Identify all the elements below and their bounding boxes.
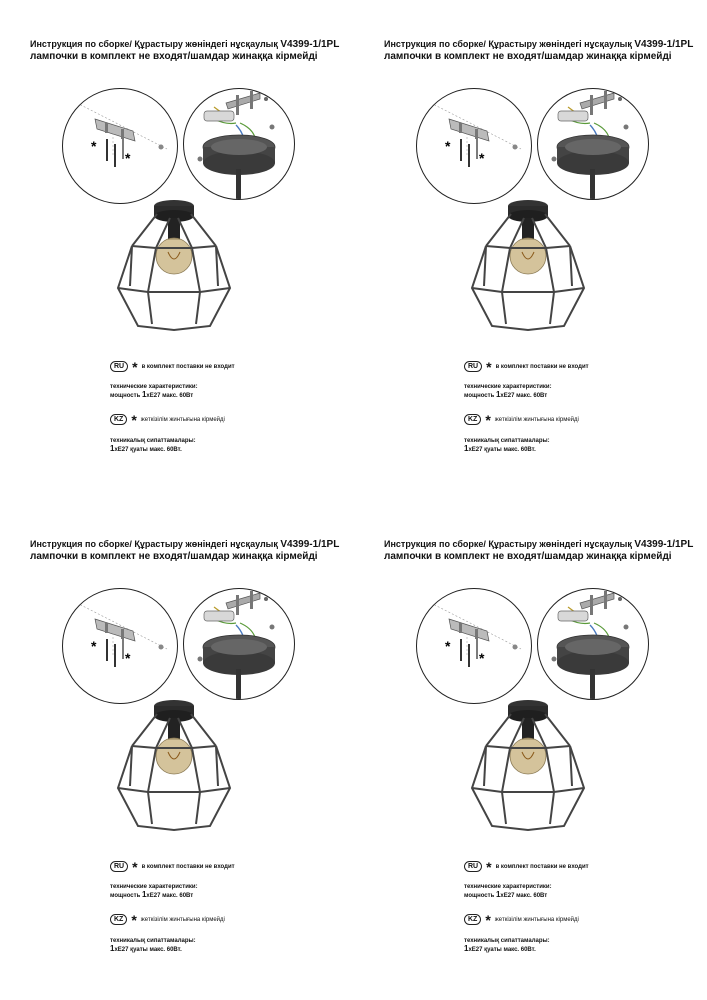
mounting-bracket-diagram: [416, 588, 532, 704]
spec-value-ru: хЕ27 макс. 60Вт: [146, 393, 194, 399]
star-marker: *: [132, 358, 138, 375]
ru-specs: [464, 383, 552, 400]
spec-heading-ru: технические характеристики:: [464, 384, 552, 390]
spec-heading-ru: технические характеристики:: [110, 884, 198, 890]
ru-note-row: [110, 858, 235, 875]
ru-specs: [110, 883, 198, 900]
ru-note: в комплект поставки не входит: [495, 864, 589, 871]
mounting-bracket-diagram: [62, 588, 178, 704]
star-marker: *: [131, 411, 137, 428]
kz-note: жеткізілім жинтығына кірмейді: [494, 417, 579, 424]
star-marker: *: [91, 138, 97, 154]
kz-note-row: [464, 911, 579, 928]
star-marker: *: [486, 858, 492, 875]
star-marker: *: [486, 358, 492, 375]
lamp-illustration: [112, 696, 242, 836]
kz-note-row: [110, 911, 225, 928]
kz-specs: [110, 937, 196, 954]
model-number: V4399-1/1PL: [634, 539, 694, 550]
instruction-title: [30, 538, 340, 563]
instruction-panel: [0, 500, 353, 1000]
lamp-illustration: [466, 696, 596, 836]
spec-qty-kz: 1: [464, 944, 469, 953]
title-line-2: лампочки в комплект не входят/шамдар жинаққа кірмейді: [30, 51, 318, 62]
title-line-2: лампочки в комплект не входят/шамдар жинаққа кірмейді: [30, 551, 318, 562]
ru-note: в комплект поставки не входит: [495, 364, 589, 371]
title-line-2: лампочки в комплект не входят/шамдар жинаққа кірмейді: [384, 51, 672, 62]
instruction-panel: [0, 0, 353, 500]
ru-badge: RU: [110, 861, 128, 872]
spec-qty-kz: 1: [110, 944, 115, 953]
instruction-title: [384, 538, 694, 563]
ru-badge: RU: [110, 361, 128, 372]
title-line-1: Инструкция по сборке/ Құрастыру жөніндегі нұсқаулық: [30, 539, 278, 549]
lamp-illustration: [466, 196, 596, 336]
model-number: V4399-1/1PL: [280, 39, 340, 50]
spec-prefix-ru: мощность: [110, 893, 142, 899]
star-marker: *: [479, 150, 485, 166]
star-marker: *: [445, 638, 451, 654]
kz-note-row: [464, 411, 579, 428]
spec-prefix-ru: мощность: [110, 393, 142, 399]
spec-value-kz: хЕ27 қуаты макс. 60Вт.: [468, 947, 536, 953]
spec-value-kz: хЕ27 қуаты макс. 60Вт.: [114, 447, 182, 453]
spec-value-ru: хЕ27 макс. 60Вт: [500, 393, 548, 399]
spec-heading-kz: техникалық сипаттамалары:: [464, 438, 550, 444]
star-marker: *: [485, 911, 491, 928]
star-marker: *: [125, 150, 131, 166]
kz-specs: [464, 937, 550, 954]
lamp-illustration: [112, 196, 242, 336]
kz-note: жеткізілім жинтығына кірмейді: [494, 917, 579, 924]
spec-qty-kz: 1: [110, 444, 115, 453]
spec-heading-ru: технические характеристики:: [110, 384, 198, 390]
star-marker: *: [131, 911, 137, 928]
kz-badge: KZ: [110, 914, 127, 925]
spec-value-ru: хЕ27 макс. 60Вт: [500, 893, 548, 899]
spec-heading-kz: техникалық сипаттамалары:: [110, 938, 196, 944]
wiring-canopy-diagram: [537, 588, 649, 700]
ru-note-row: [464, 858, 589, 875]
instruction-panel: [354, 500, 707, 1000]
kz-badge: KZ: [110, 414, 127, 425]
kz-specs: [110, 437, 196, 454]
ru-badge: RU: [464, 361, 482, 372]
kz-note-row: [110, 411, 225, 428]
instruction-title: [30, 38, 340, 63]
spec-value-kz: хЕ27 қуаты макс. 60Вт.: [468, 447, 536, 453]
mounting-bracket-diagram: [62, 88, 178, 204]
kz-note: жеткізілім жинтығына кірмейді: [140, 917, 225, 924]
kz-badge: KZ: [464, 914, 481, 925]
star-marker: *: [125, 650, 131, 666]
ru-note-row: [110, 358, 235, 375]
model-number: V4399-1/1PL: [280, 539, 340, 550]
star-marker: *: [485, 411, 491, 428]
ru-note: в комплект поставки не входит: [141, 864, 235, 871]
star-marker: *: [132, 858, 138, 875]
spec-prefix-ru: мощность: [464, 393, 496, 399]
instruction-panel: [354, 0, 707, 500]
spec-value-ru: хЕ27 макс. 60Вт: [146, 893, 194, 899]
ru-note-row: [464, 358, 589, 375]
spec-heading-kz: техникалық сипаттамалары:: [110, 438, 196, 444]
title-line-1: Инструкция по сборке/ Құрастыру жөніндегі нұсқаулық: [384, 539, 632, 549]
title-line-1: Инструкция по сборке/ Құрастыру жөніндегі нұсқаулық: [30, 39, 278, 49]
spec-value-kz: хЕ27 қуаты макс. 60Вт.: [114, 947, 182, 953]
wiring-canopy-diagram: [183, 588, 295, 700]
spec-qty-ru: 1: [495, 890, 501, 899]
spec-qty-ru: 1: [141, 390, 147, 399]
wiring-canopy-diagram: [183, 88, 295, 200]
spec-qty-kz: 1: [464, 444, 469, 453]
spec-heading-ru: технические характеристики:: [464, 884, 552, 890]
ru-badge: RU: [464, 861, 482, 872]
spec-qty-ru: 1: [141, 890, 147, 899]
model-number: V4399-1/1PL: [634, 39, 694, 50]
spec-prefix-ru: мощность: [464, 893, 496, 899]
kz-badge: KZ: [464, 414, 481, 425]
ru-specs: [110, 383, 198, 400]
star-marker: *: [479, 650, 485, 666]
star-marker: *: [91, 638, 97, 654]
spec-heading-kz: техникалық сипаттамалары:: [464, 938, 550, 944]
mounting-bracket-diagram: [416, 88, 532, 204]
instruction-title: [384, 38, 694, 63]
spec-qty-ru: 1: [495, 390, 501, 399]
kz-specs: [464, 437, 550, 454]
kz-note: жеткізілім жинтығына кірмейді: [140, 417, 225, 424]
ru-note: в комплект поставки не входит: [141, 364, 235, 371]
title-line-2: лампочки в комплект не входят/шамдар жинаққа кірмейді: [384, 551, 672, 562]
star-marker: *: [445, 138, 451, 154]
wiring-canopy-diagram: [537, 88, 649, 200]
ru-specs: [464, 883, 552, 900]
title-line-1: Инструкция по сборке/ Құрастыру жөніндегі нұсқаулық: [384, 39, 632, 49]
